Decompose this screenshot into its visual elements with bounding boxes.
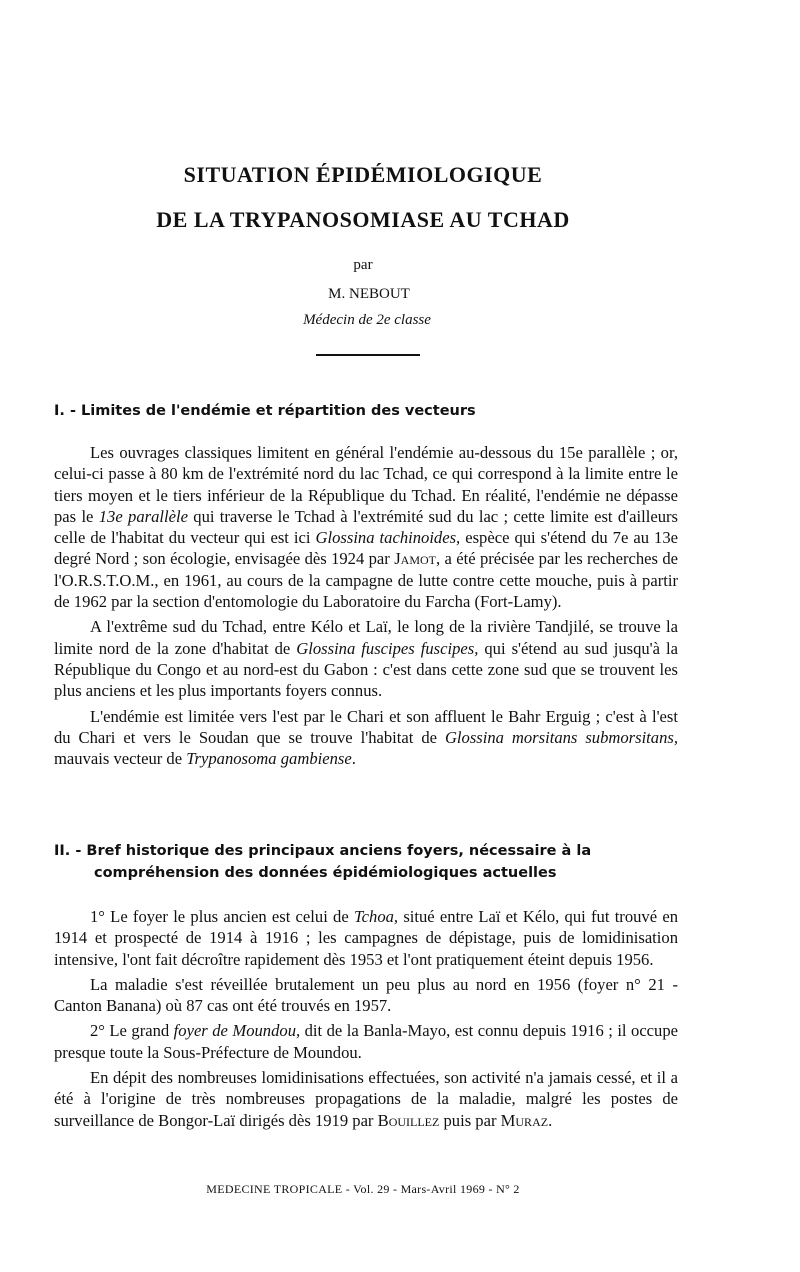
byline-par: par — [353, 257, 373, 273]
species-name: Glossina tachinoides, — [315, 528, 461, 548]
text-run: . — [548, 1110, 553, 1130]
article-title-line-1: SITUATION ÉPIDÉMIOLOGIQUE — [183, 162, 543, 187]
section-2-heading-line-1: II. - Bref historique des principaux anciens foyers, nécessaire à la — [54, 843, 592, 859]
author-reference: Bouillez — [377, 1110, 440, 1130]
section-1-paragraph-1 — [54, 442, 678, 612]
text-run: situé entre Laï et Kélo, qui fut trouvé en 1914 et prospecté de 1914 à 1916 ; les campagnes de dépistage, puis de lomidinisation intensive, l'ont fait décroître rapidement dès 1953 et l'ont pratiquement éteint depuis 1956. — [54, 907, 678, 969]
text-run: L'endémie est limitée vers l'est par le Chari et son affluent le Bahr Erguig ; c'est à l'est du Chari et vers le Soudan que se trouve l'habitat de — [54, 706, 678, 747]
text-run: Les ouvrages classiques limitent en général l'endémie au-dessous du 15e parallèle ; or, celui-ci passe à 80 km de l'extrémité nord du lac Tchad, ce qui correspond à la limite entre le tiers moyen et le tiers inférieur de la République du Tchad. En réalité, l'endémie ne dépasse pas le — [54, 443, 678, 526]
text-run: , a été précisée par les recherches de l'O.R.S.T.O.M., en 1961, au cours de la campagne de lutte contre cette mouche, puis à partir de 1962 par la section d'entomologie du Laboratoire du Farcha (Fort-Lamy). — [54, 549, 678, 612]
section-2-paragraph-3 — [54, 1020, 678, 1063]
section-1-heading: I. - Limites de l'endémie et répartition des vecteurs — [54, 403, 476, 419]
section-2-paragraph-2: La maladie s'est réveillée brutalement un peu plus au nord en 1956 (foyer n° 21 - Canton Banana) où 87 cas ont été trouvés en 1957. — [54, 974, 678, 1016]
text-run: dit de la Banla-Mayo, est connu depuis 1916 ; il occupe presque toute la Sous-Préfecture de Moundou. — [54, 1021, 679, 1062]
text-run: espèce qui s'étend du 7e au 13e degré Nord ; son écologie, envisagée dès 1924 par — [54, 528, 679, 569]
text-run: 1° Le foyer le plus ancien est celui de — [90, 907, 354, 926]
section-2-paragraph-4 — [54, 1067, 678, 1131]
species-name: Trypanosoma gambiense — [186, 749, 352, 769]
text-run: 2° Le grand — [90, 1021, 174, 1041]
place-name: Tchoa, — [353, 907, 399, 926]
article-title-line-2: DE LA TRYPANOSOMIASE AU TCHAD — [156, 207, 570, 232]
author-role: Médecin de 2e classe — [303, 312, 431, 328]
author-name: M. NEBOUT — [328, 286, 410, 302]
text-run: puis par — [439, 1110, 501, 1130]
section-1-body — [54, 442, 678, 773]
section-1-paragraph-2 — [54, 616, 678, 701]
section-1-paragraph-3 — [54, 706, 678, 770]
species-name: Glossina fuscipes fuscipes, — [296, 638, 479, 658]
text-run: qui s'étend au sud jusqu'à la République du Congo et au nord-est du Gabon : c'est dans cette zone sud que se trouvent les plus anciens et les plus importants foyers connus. — [54, 638, 679, 701]
title-divider — [316, 354, 420, 356]
text-run: En dépit des nombreuses lomidinisations effectuées, son activité n'a jamais cessé, et il a été à l'origine de très nombreuses propagations de la maladie, malgré les postes de surveillance de Bongor-Laï dirigés dès 1919 par — [54, 1068, 678, 1130]
species-name: Glossina morsitans submorsitans, — [444, 727, 678, 747]
section-2-paragraph-1 — [54, 906, 678, 970]
place-name: foyer de Moundou, — [173, 1021, 301, 1041]
section-2-heading — [54, 840, 684, 884]
section-2-body — [54, 906, 678, 1135]
emphasis-parallel: 13e parallèle — [98, 506, 188, 526]
author-reference: Jamot — [394, 549, 436, 569]
text-run: A l'extrême sud du Tchad, entre Kélo et Laï, le long de la rivière Tandjilé, se trouve la limite nord de la zone d'habitat de — [54, 617, 678, 658]
text-run: . — [351, 749, 356, 769]
text-run: qui traverse le Tchad à l'extrémité sud du lac ; cette limite est d'ailleurs celle de l'habitat du vecteur qui est ici — [54, 506, 678, 548]
section-2-heading-line-2: compréhension des données épidémiologiques actuelles — [94, 865, 557, 881]
author-reference: Muraz — [500, 1110, 549, 1130]
text-run: mauvais vecteur de — [54, 749, 187, 769]
journal-citation-footer: MEDECINE TROPICALE - Vol. 29 - Mars-Avril 1969 - N° 2 — [206, 1182, 520, 1196]
